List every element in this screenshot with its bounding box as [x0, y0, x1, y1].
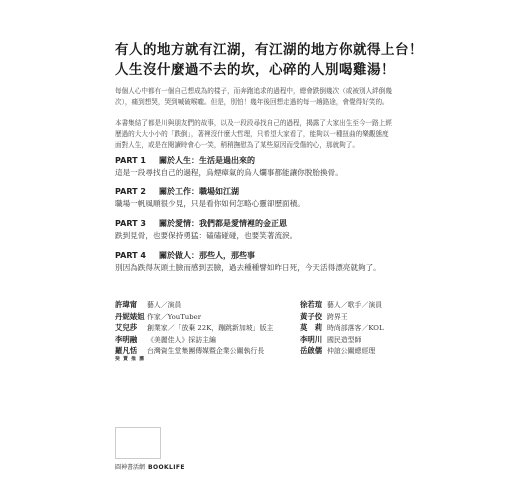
recommender: [115, 319, 315, 331]
part-description: 這是一段尋找自己的過程，烏煙瘴氣的烏人爛事都能讓你脫胎換骨。: [115, 168, 343, 177]
part-title: 關於做人：那些人，那些事: [159, 251, 255, 260]
part-4: [115, 250, 435, 274]
headline: [115, 40, 475, 80]
recommender: [115, 308, 315, 320]
recommender-role: 國民造型師: [327, 335, 362, 344]
recommender-role: 跨界王: [327, 312, 348, 321]
recommender-name: 李明融: [115, 334, 138, 344]
headline-line-1: 有人的地方就有江湖，有江湖的地方你就得上台！: [115, 42, 423, 58]
part-title: 關於工作：職場如江湖: [159, 187, 239, 196]
recommender-role: 藝人／歌手／演員: [327, 301, 383, 309]
recommender: [115, 331, 315, 343]
recommender: [115, 296, 315, 308]
recommender-role: 時尚部落客／KOL: [327, 324, 384, 332]
recommender-role: 藝人／演員: [147, 301, 182, 309]
part-2: [115, 186, 435, 210]
publisher-logo: [115, 462, 185, 471]
barcode-placeholder: [115, 427, 161, 459]
recommender-role: 台灣資生堂集團傳媒暨企業公關執行長: [147, 347, 265, 355]
recommender-name: 艾兒莎: [115, 323, 138, 332]
part-description: 職場一帆風順很少見，只是看你如何怎略心靈卻歷面積。: [115, 199, 305, 208]
publisher-name: 圓神書活網: [115, 464, 146, 471]
recommender: [300, 331, 410, 343]
intro-paragraph-1: [115, 86, 415, 108]
part-description: 別因為跌得灰頭土臉而感到丟臉，過去種種譬如昨日死，今天活得漂亮就夠了。: [115, 263, 381, 272]
recommender: [300, 319, 410, 331]
intro-line: 每個人心中都有一個自己想成為的樣子，而奔跑追求的過程中，總會跌倒幾次（或被別人絆倒幾: [115, 87, 392, 95]
recommender: [300, 308, 410, 320]
part-description: 跌到見骨，也要保持勇猛：磕磕碰碰，也要笑著流淚。: [115, 231, 298, 240]
part-number: PART 3: [115, 219, 146, 228]
part-number: PART 1: [115, 156, 146, 165]
recommender: [115, 342, 315, 354]
part-heading: [115, 155, 435, 167]
recommender-role: 《美麗佳人》採訪主編: [147, 335, 216, 344]
intro-line: 面對人生，或是在閱讀時會心一笑，稍稍撫慰為了某些原因而受傷的心，那就夠了。: [115, 141, 359, 149]
recommender-name: 羅凡恬: [115, 346, 138, 355]
part-3: [115, 218, 435, 242]
intro-line: 本書集結了都是川與朋友們的故事，以及一段段尋找自己的過程，揭露了大家出生至今一路上經: [115, 119, 392, 127]
recommender-role: 創業家／「放棄 22K，蹦跳新加坡」版主: [147, 324, 274, 332]
intro-line: 次），痛到想哭，哭到喊破喉嚨。但是，別怕！幾年後回想走過的每一趟路途，會覺得好笑的。: [115, 98, 389, 106]
part-number: PART 4: [115, 251, 146, 260]
intro-paragraph-2: [115, 118, 415, 151]
recommender-role: 作家／YouTuber: [147, 312, 202, 321]
recommendation-note: 斐 賣 推 薦: [115, 356, 145, 362]
recommender-name: 許瑋甯: [115, 300, 138, 309]
part-heading: [115, 186, 435, 198]
part-1: [115, 155, 435, 179]
part-title: 關於人生：生活是過出來的: [159, 156, 255, 165]
part-title: 關於愛情：我們都是愛情裡的金正恩: [159, 219, 287, 228]
recommender-name: 李明川: [300, 334, 323, 344]
part-heading: [115, 250, 435, 262]
recommender-name: 丹妮婊姐: [115, 311, 145, 321]
recommender-name: 徐若瑄: [300, 300, 323, 309]
recommender-name: 莫 莉: [300, 323, 323, 332]
recommender: [300, 296, 410, 308]
recommender: [300, 342, 410, 354]
part-heading: [115, 218, 435, 230]
intro-line: 歷過的大大小小的「跌倒」，著裡沒什麼大哲理，只希望大家看了，能夠以一種扭曲的樂觀態度: [115, 130, 389, 138]
recommender-name: 岳啟儒: [300, 346, 323, 355]
recommender-role: 仲誼公關總經理: [327, 347, 376, 355]
recommenders-left: [115, 296, 315, 362]
recommenders-right: [300, 296, 410, 354]
recommender-name: 黃子佼: [300, 311, 323, 321]
headline-line-2: 人生沒什麼過不去的坎，心碎的人別喝雞湯！: [115, 62, 395, 78]
part-number: PART 2: [115, 187, 146, 196]
publisher-brand: BOOKLIFE: [148, 464, 185, 471]
